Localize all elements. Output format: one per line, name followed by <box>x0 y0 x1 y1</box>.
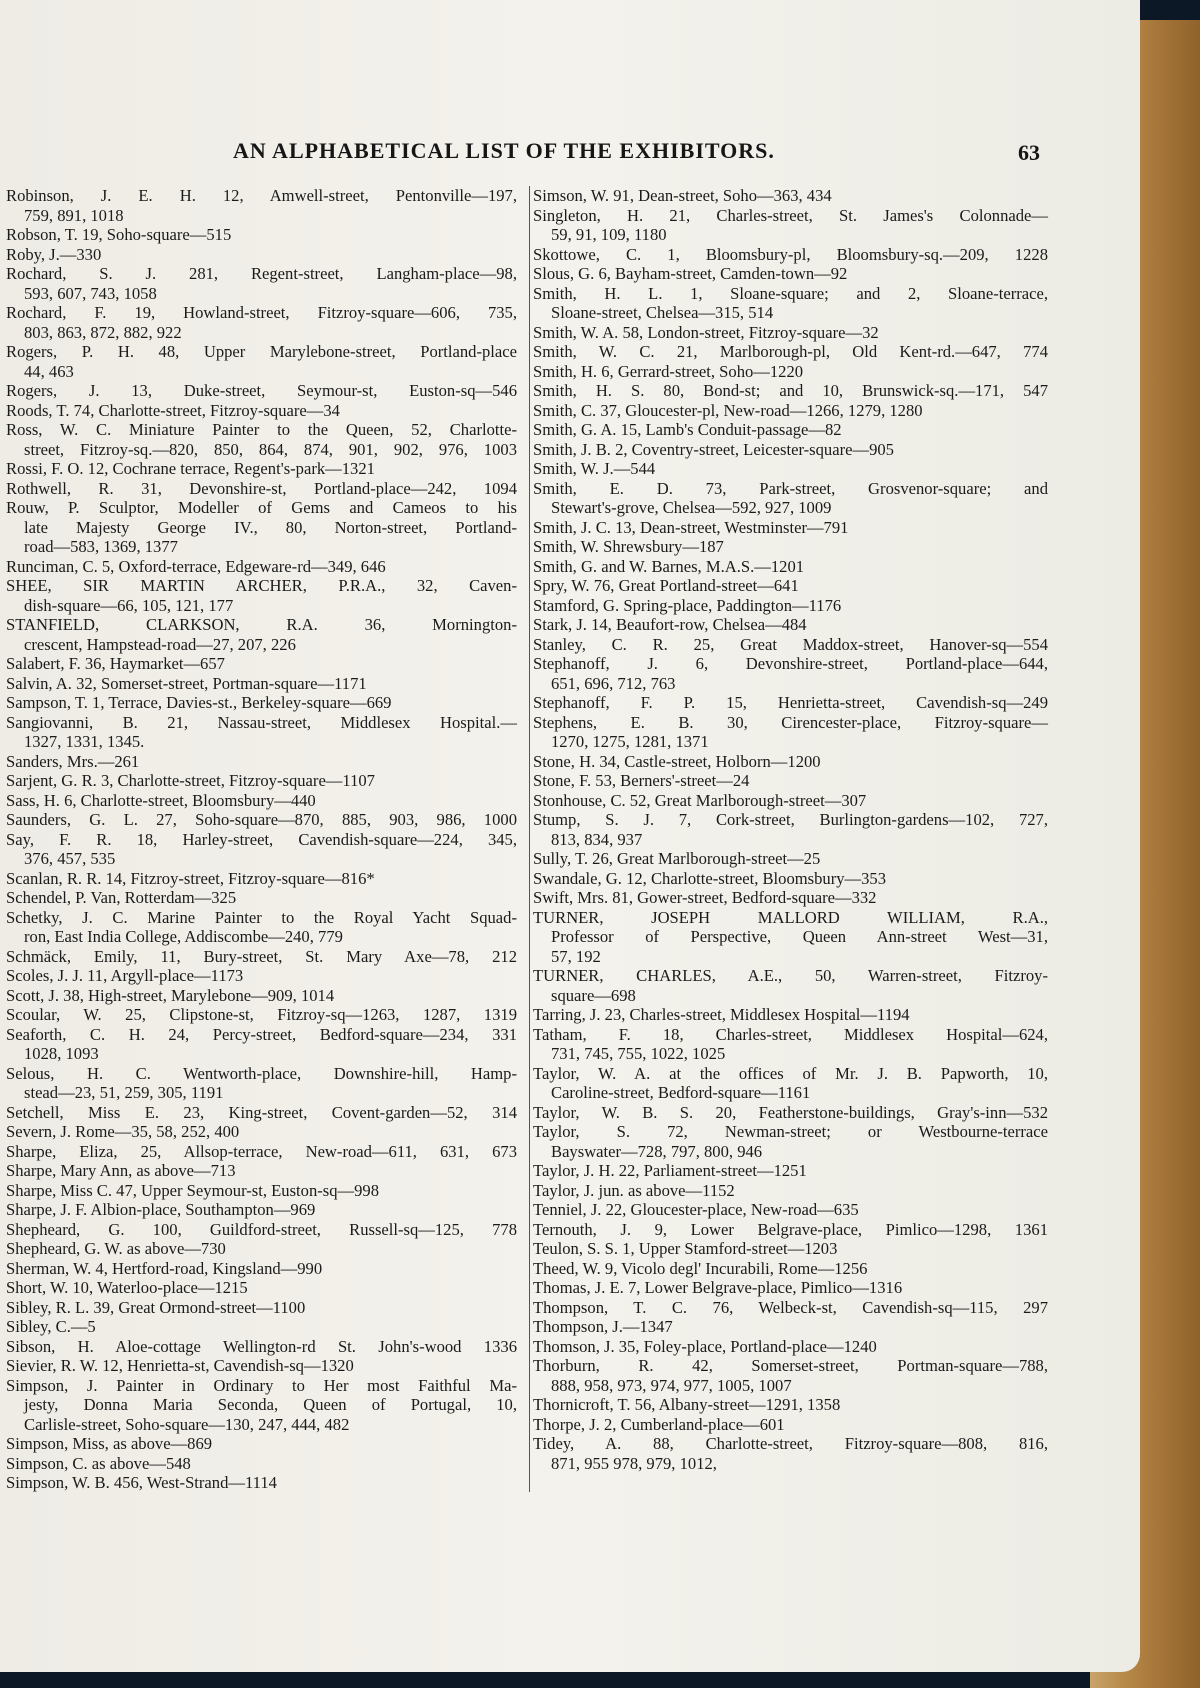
exhibitor-entry-line: SHEE, SIR MARTIN ARCHER, P.R.A., 32, Caven- <box>6 576 517 595</box>
exhibitor-entry-line: Smith, H. L. 1, Sloane-square; and 2, Sloane-terrace, <box>533 283 1048 303</box>
exhibitor-entry-line: Sibley, C.—5 <box>6 1317 96 1336</box>
exhibitor-entry-line: Rothwell, R. 31, Devonshire-st, Portland-place—242, 1094 <box>6 478 517 498</box>
exhibitor-entry-line: Taylor, W. B. S. 20, Featherstone-buildings, Gray's-inn—532 <box>533 1102 1048 1122</box>
exhibitor-entry-line: Ternouth, J. 9, Lower Belgrave-place, Pimlico—1298, 1361 <box>533 1219 1048 1239</box>
exhibitor-entry-line: square—698 <box>551 985 636 1005</box>
exhibitor-entry-line: Salabert, F. 36, Haymarket—657 <box>6 654 225 673</box>
exhibitor-entry-line: Bayswater—728, 797, 800, 946 <box>551 1141 763 1161</box>
exhibitor-entry-line: Seaforth, C. H. 24, Percy-street, Bedford-square—234, 331 <box>6 1024 517 1044</box>
exhibitor-entry-line: Sibley, R. L. 39, Great Ormond-street—1100 <box>6 1297 306 1317</box>
exhibitor-entry-line: 1327, 1331, 1345. <box>24 732 145 751</box>
exhibitor-entry-line: 871, 955 978, 979, 1012, <box>551 1453 717 1473</box>
exhibitor-entry-line: Selous, H. C. Wentworth-place, Downshire-hill, Hamp- <box>6 1063 517 1083</box>
exhibitor-entry-line: Sibson, H. Aloe-cottage Wellington-rd St. John's-wood 1336 <box>6 1336 517 1356</box>
exhibitor-entry-line: 731, 745, 755, 1022, 1025 <box>551 1044 726 1063</box>
exhibitor-entry-line: Simpson, J. Painter in Ordinary to Her most Faithful Ma- <box>6 1375 517 1395</box>
exhibitor-entry-line: Smith, J. B. 2, Coventry-street, Leicester-square—905 <box>533 439 894 459</box>
exhibitor-entry-line: Theed, W. 9, Vicolo degl' Incurabili, Rome—1256 <box>533 1258 868 1278</box>
page-number: 63 <box>1018 140 1040 165</box>
exhibitor-entry-line: TURNER, CHARLES, A.E., 50, Warren-street, Fitzroy- <box>533 966 1048 985</box>
exhibitor-entry-line: Stephanoff, J. 6, Devonshire-street, Portland-place—644, <box>533 654 1048 673</box>
exhibitor-entry-line: 593, 607, 743, 1058 <box>24 283 157 303</box>
exhibitor-entry-line: Stewart's-grove, Chelsea—592, 927, 1009 <box>551 498 832 517</box>
exhibitor-entry-line: Severn, J. Rome—35, 58, 252, 400 <box>6 1122 240 1141</box>
exhibitor-entry-line: Tenniel, J. 22, Gloucester-place, New-road—635 <box>533 1200 859 1219</box>
exhibitor-entry-line: ron, East India College, Addiscombe—240, 779 <box>24 927 343 946</box>
exhibitor-entry-line: 1028, 1093 <box>24 1044 99 1063</box>
exhibitor-entry-line: Shepheard, G. W. as above—730 <box>6 1239 226 1258</box>
exhibitor-entry-line: Schetky, J. C. Marine Painter to the Royal Yacht Squad- <box>6 907 517 927</box>
exhibitor-entry-line: Scoular, W. 25, Clipstone-st, Fitzroy-sq—1263, 1287, 1319 <box>6 1005 517 1024</box>
exhibitor-entry-line: Rossi, F. O. 12, Cochrane terrace, Regent's-park—1321 <box>6 459 375 478</box>
exhibitor-entry-line: Stephanoff, F. P. 15, Henrietta-street, Cavendish-sq—249 <box>533 693 1048 712</box>
exhibitor-entry-line: Smith, W. A. 58, London-street, Fitzroy-square—32 <box>533 322 879 342</box>
exhibitor-entry-line: Spry, W. 76, Great Portland-street—641 <box>533 576 799 595</box>
exhibitor-entry-line: Roods, T. 74, Charlotte-street, Fitzroy-square—34 <box>6 400 340 420</box>
exhibitor-entry-line: Schendel, P. Van, Rotterdam—325 <box>6 888 237 907</box>
exhibitor-entry-line: late Majesty George IV., 80, Norton-street, Portland- <box>24 517 517 537</box>
exhibitor-entry-line: Sully, T. 26, Great Marlborough-street—25 <box>533 849 821 868</box>
exhibitor-entry-line: street, Fitzroy-sq.—820, 850, 864, 874, 901, 902, 976, 1003 <box>24 439 517 459</box>
exhibitor-entry-line: 888, 958, 973, 974, 977, 1005, 1007 <box>551 1375 792 1395</box>
exhibitor-entry-line: Rochard, S. J. 281, Regent-street, Langham-place—98, <box>6 264 517 283</box>
exhibitor-entry-line: crescent, Hampstead-road—27, 207, 226 <box>24 634 296 654</box>
exhibitor-entry-line: Simpson, C. as above—548 <box>6 1453 191 1473</box>
exhibitor-entry-line: 813, 834, 937 <box>551 829 643 849</box>
exhibitor-entry-line: Taylor, W. A. at the offices of Mr. J. B. Papworth, 10, <box>533 1063 1048 1083</box>
exhibitor-entry-line: 44, 463 <box>24 361 74 381</box>
exhibitor-entry-line: Skottowe, C. 1, Bloomsbury-pl, Bloomsbury-sq.—209, 1228 <box>533 244 1048 264</box>
exhibitor-entry-line: 57, 192 <box>551 946 601 966</box>
exhibitor-entry-line: Stephens, E. B. 30, Cirencester-place, Fitzroy-square— <box>533 712 1048 732</box>
exhibitor-entry-line: Smith, W. C. 21, Marlborough-pl, Old Kent-rd.—647, 774 <box>533 342 1048 361</box>
exhibitor-entry-line: Thompson, J.—1347 <box>533 1317 673 1336</box>
page-title: AN ALPHABETICAL LIST OF THE EXHIBITORS. <box>233 138 775 163</box>
exhibitor-entry-line: stead—23, 51, 259, 305, 1191 <box>24 1083 224 1102</box>
exhibitor-entry-line: Stamford, G. Spring-place, Paddington—1176 <box>533 595 842 615</box>
exhibitor-entry-line: Caroline-street, Bedford-square—1161 <box>551 1083 811 1102</box>
exhibitor-entry-line: Taylor, J. jun. as above—1152 <box>533 1180 735 1200</box>
exhibitor-entry-line: Salvin, A. 32, Somerset-street, Portman-square—1171 <box>6 673 367 693</box>
exhibitor-entry-line: Tatham, F. 18, Charles-street, Middlesex Hospital—624, <box>533 1024 1048 1044</box>
exhibitor-entry-line: 651, 696, 712, 763 <box>551 673 676 693</box>
exhibitor-entry-line: Rogers, J. 13, Duke-street, Seymour-st, Euston-sq—546 <box>6 381 517 400</box>
exhibitor-entry-line: Rouw, P. Sculptor, Modeller of Gems and Cameos to his <box>6 498 517 517</box>
exhibitor-entry-line: jesty, Donna Maria Seconda, Queen of Portugal, 10, <box>24 1395 517 1414</box>
exhibitor-entry-line: Taylor, S. 72, Newman-street; or Westbourne-terrace <box>533 1122 1048 1141</box>
exhibitor-entry-line: 1270, 1275, 1281, 1371 <box>551 732 709 751</box>
exhibitor-entry-line: Teulon, S. S. 1, Upper Stamford-street—1203 <box>533 1239 838 1258</box>
exhibitor-entry-line: Setchell, Miss E. 23, King-street, Covent-garden—52, 314 <box>6 1102 517 1122</box>
exhibitor-entry-line: Scott, J. 38, High-street, Marylebone—909, 1014 <box>6 985 335 1005</box>
exhibitor-entry-line: Sanders, Mrs.—261 <box>6 751 140 771</box>
exhibitor-entry-line: Say, F. R. 18, Harley-street, Cavendish-square—224, 345, <box>6 829 517 849</box>
exhibitor-entry-line: Simpson, Miss, as above—869 <box>6 1434 213 1453</box>
exhibitor-entry-line: Stone, H. 34, Castle-street, Holborn—1200 <box>533 751 821 771</box>
column-divider <box>529 186 530 1492</box>
exhibitor-entry-line: TURNER, JOSEPH MALLORD WILLIAM, R.A., <box>533 907 1048 927</box>
exhibitor-entry-line: Smith, C. 37, Gloucester-pl, New-road—1266, 1279, 1280 <box>533 400 923 420</box>
exhibitor-entry-line: Thompson, T. C. 76, Welbeck-st, Cavendish-sq—115, 297 <box>533 1297 1048 1317</box>
exhibitor-entry-line: Smith, W. J.—544 <box>533 459 656 478</box>
exhibitor-entry-line: Swift, Mrs. 81, Gower-street, Bedford-square—332 <box>533 888 877 907</box>
exhibitor-entry-line: Smith, E. D. 73, Park-street, Grosvenor-square; and <box>533 478 1048 498</box>
exhibitor-entry-line: Sloane-street, Chelsea—315, 514 <box>551 303 774 322</box>
exhibitor-entry-line: Short, W. 10, Waterloo-place—1215 <box>6 1278 248 1297</box>
exhibitor-entry-line: Swandale, G. 12, Charlotte-street, Bloomsbury—353 <box>533 868 887 888</box>
exhibitor-entry-line: Stone, F. 53, Berners'-street—24 <box>533 771 750 790</box>
exhibitor-entry-line: Sass, H. 6, Charlotte-street, Bloomsbury—440 <box>6 790 316 810</box>
exhibitor-entry-line: 803, 863, 872, 882, 922 <box>24 322 182 342</box>
exhibitor-entry-line: Stanley, C. R. 25, Great Maddox-street, Hanover-sq—554 <box>533 634 1048 654</box>
exhibitor-entry-line: dish-square—66, 105, 121, 177 <box>24 595 234 615</box>
exhibitor-entry-line: Shepheard, G. 100, Guildford-street, Russell-sq—125, 778 <box>6 1219 517 1239</box>
page-header <box>0 138 1140 168</box>
exhibitor-entry-line: Sievier, R. W. 12, Henrietta-st, Cavendish-sq—1320 <box>6 1356 354 1375</box>
exhibitor-entry-line: Slous, G. 6, Bayham-street, Camden-town—92 <box>533 264 848 283</box>
exhibitor-entry-line: Thornicroft, T. 56, Albany-street—1291, 1358 <box>533 1395 841 1414</box>
right-column <box>533 186 1048 1473</box>
exhibitor-entry-line: Carlisle-street, Soho-square—130, 247, 444, 482 <box>24 1414 350 1434</box>
exhibitor-entry-line: Sangiovanni, B. 21, Nassau-street, Middlesex Hospital.— <box>6 712 517 732</box>
exhibitor-entry-line: Saunders, G. L. 27, Soho-square—870, 885, 903, 986, 1000 <box>6 810 517 829</box>
left-column <box>6 186 517 1493</box>
exhibitor-entry-line: Smith, H. 6, Gerrard-street, Soho—1220 <box>533 361 804 381</box>
exhibitor-entry-line: Smith, H. S. 80, Bond-st; and 10, Brunswick-sq.—171, 547 <box>533 381 1048 400</box>
exhibitor-entry-line: Ross, W. C. Miniature Painter to the Queen, 52, Charlotte- <box>6 420 517 439</box>
exhibitor-entry-line: road—583, 1369, 1377 <box>24 537 178 556</box>
exhibitor-entry-line: Robson, T. 19, Soho-square—515 <box>6 225 232 244</box>
exhibitor-entry-line: Scanlan, R. R. 14, Fitzroy-street, Fitzroy-square—816* <box>6 868 375 888</box>
exhibitor-entry-line: Sampson, T. 1, Terrace, Davies-st., Berkeley-square—669 <box>6 693 392 712</box>
exhibitor-entry-line: Schmäck, Emily, 11, Bury-street, St. Mary Axe—78, 212 <box>6 946 517 966</box>
exhibitor-entry-line: Smith, G. A. 15, Lamb's Conduit-passage—82 <box>533 420 842 439</box>
exhibitor-entry-line: Taylor, J. H. 22, Parliament-street—1251 <box>533 1161 807 1180</box>
exhibitor-entry-line: Scoles, J. J. 11, Argyll-place—1173 <box>6 966 244 985</box>
exhibitor-entry-line: Sarjent, G. R. 3, Charlotte-street, Fitzroy-square—1107 <box>6 771 375 790</box>
exhibitor-entry-line: Sharpe, Mary Ann, as above—713 <box>6 1161 236 1180</box>
exhibitor-entry-line: Tarring, J. 23, Charles-street, Middlesex Hospital—1194 <box>533 1005 910 1024</box>
exhibitor-entry-line: 59, 91, 109, 1180 <box>551 225 667 244</box>
exhibitor-entry-line: Stump, S. J. 7, Cork-street, Burlington-gardens—102, 727, <box>533 810 1048 829</box>
exhibitor-entry-line: Thorpe, J. 2, Cumberland-place—601 <box>533 1414 785 1434</box>
exhibitor-entry-line: Sharpe, Eliza, 25, Allsop-terrace, New-road—611, 631, 673 <box>6 1141 517 1161</box>
exhibitor-entry-line: Runciman, C. 5, Oxford-terrace, Edgeware-rd—349, 646 <box>6 556 386 576</box>
exhibitor-entry-line: Smith, J. C. 13, Dean-street, Westminster—791 <box>533 517 849 537</box>
exhibitor-entry-line: Tidey, A. 88, Charlotte-street, Fitzroy-square—808, 816, <box>533 1434 1048 1453</box>
exhibitor-entry-line: Rochard, F. 19, Howland-street, Fitzroy-square—606, 735, <box>6 303 517 322</box>
exhibitor-entry-line: Roby, J.—330 <box>6 244 102 264</box>
exhibitor-entry-line: Simpson, W. B. 456, West-Strand—1114 <box>6 1473 277 1492</box>
exhibitor-entry-line: Thomas, J. E. 7, Lower Belgrave-place, Pimlico—1316 <box>533 1278 903 1297</box>
exhibitor-entry-line: Professor of Perspective, Queen Ann-street West—31, <box>551 927 1048 946</box>
exhibitor-entry-line: Robinson, J. E. H. 12, Amwell-street, Pentonville—197, <box>6 186 517 205</box>
exhibitor-entry-line: Stark, J. 14, Beaufort-row, Chelsea—484 <box>533 615 807 634</box>
exhibitor-entry-line: Sharpe, J. F. Albion-place, Southampton—969 <box>6 1200 316 1219</box>
exhibitor-entry-line: Singleton, H. 21, Charles-street, St. James's Colonnade— <box>533 205 1048 225</box>
exhibitor-entry-line: Smith, W. Shrewsbury—187 <box>533 537 724 556</box>
exhibitor-entry-line: Sharpe, Miss C. 47, Upper Seymour-st, Euston-sq—998 <box>6 1180 380 1200</box>
exhibitor-entry-line: Simson, W. 91, Dean-street, Soho—363, 434 <box>533 186 832 205</box>
exhibitor-entry-line: Thomson, J. 35, Foley-place, Portland-place—1240 <box>533 1336 877 1356</box>
exhibitor-entry-line: Thorburn, R. 42, Somerset-street, Portman-square—788, <box>533 1356 1048 1375</box>
exhibitor-entry-line: 759, 891, 1018 <box>24 205 124 225</box>
exhibitor-entry-line: Rogers, P. H. 48, Upper Marylebone-street, Portland-place <box>6 342 517 361</box>
exhibitor-entry-line: Smith, G. and W. Barnes, M.A.S.—1201 <box>533 556 805 576</box>
exhibitor-entry-line: 376, 457, 535 <box>24 849 116 868</box>
exhibitor-entry-line: Stonhouse, C. 52, Great Marlborough-street—307 <box>533 790 867 810</box>
exhibitor-entry-line: STANFIELD, CLARKSON, R.A. 36, Mornington- <box>6 615 517 634</box>
exhibitor-entry-line: Sherman, W. 4, Hertford-road, Kingsland—990 <box>6 1258 323 1278</box>
